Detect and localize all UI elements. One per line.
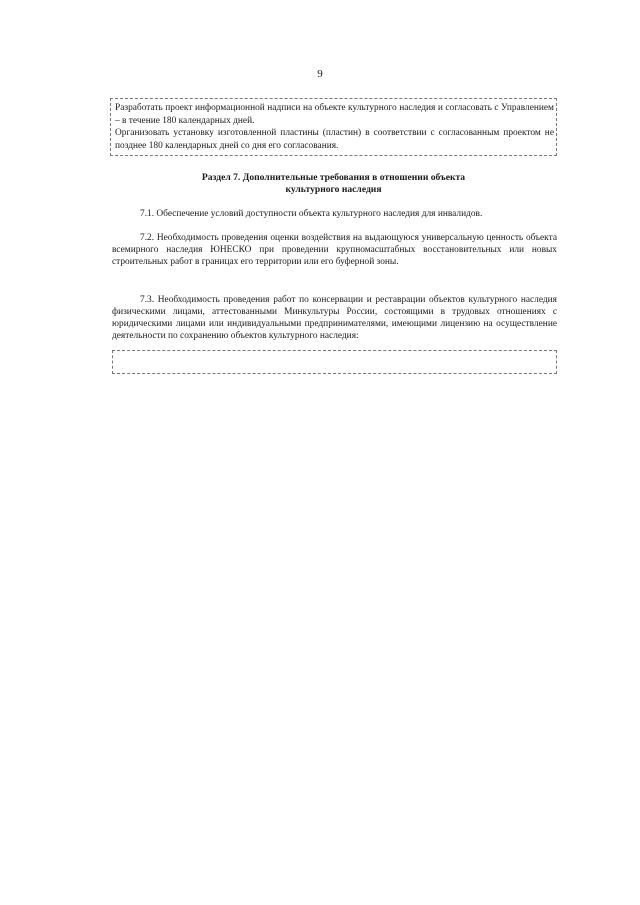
- box-line-develop-project: Разработать проект информационной надписи на объекте культурного наследия и согласовать с Управлением – в течение 180 календарных дней.: [115, 103, 554, 126]
- item-7-2-text: 7.2. Необходимость проведения оценки воздействия на выдающуюся универсальную ценность объекта всемирного наследия ЮНЕСКО при проведении крупномасштабных восстановительных или новых строительных работ в границах его территории или его буферной зоны.: [112, 233, 557, 267]
- section-7-heading: [110, 172, 557, 196]
- item-7-3-text: 7.3. Необходимость проведения работ по консервации и реставрации объектов культурного наследия физическими лицами, аттестованными Минкультуры России, состоящими в трудовых отношениях с юридическими лицами или индивидуальными предпринимателями, имеющими лицензию на осуществление деятельности по сохранению объектов культурного наследия:: [112, 295, 557, 341]
- item-7-3: [112, 294, 557, 342]
- info-plaque-requirements-box: [110, 98, 557, 156]
- item-7-2: [112, 232, 557, 268]
- item-7-1-text: 7.1. Обеспечение условий доступности объекта культурного наследия для инвалидов.: [140, 209, 483, 219]
- page-number: 9: [317, 68, 323, 80]
- item-7-1: [112, 208, 557, 220]
- section-heading-line-2: культурного наследия: [285, 184, 382, 195]
- box-line-install-plate: Организовать установку изготовленной пластины (пластин) в соответствии с согласованным проектом не позднее 180 календарных дней со дня его согласования.: [115, 128, 554, 151]
- section-heading-line-1: Раздел 7. Дополнительные требования в отношении объекта: [201, 172, 466, 183]
- empty-field-box: [112, 350, 557, 374]
